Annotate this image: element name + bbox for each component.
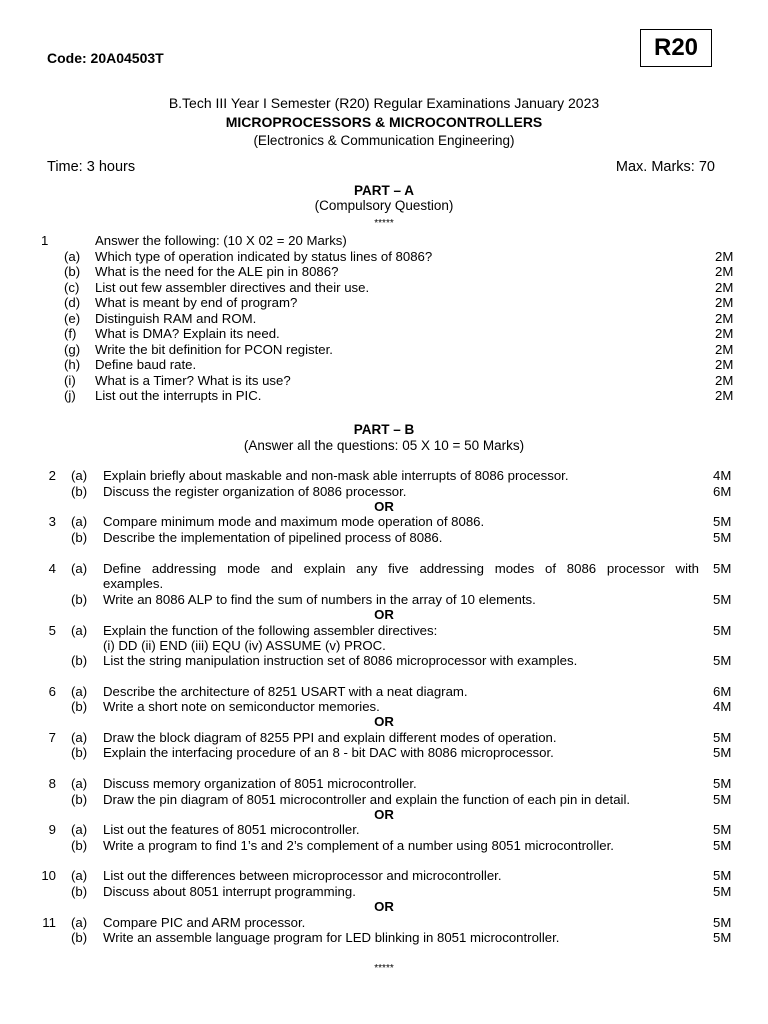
max-marks: Max. Marks: 70: [615, 159, 715, 175]
part-a-stars: *****: [374, 218, 394, 229]
part-text: Draw the block diagram of 8255 PPI and explain different modes of operation.: [103, 730, 557, 745]
question-5b: [0, 653, 768, 669]
part-label: (a): [71, 915, 88, 930]
end-stars: *****: [374, 963, 394, 974]
part-text: Compare PIC and ARM processor.: [103, 915, 306, 930]
question-3b: [0, 530, 768, 546]
question-4a-cont: [0, 576, 768, 592]
question-number: 8: [48, 776, 56, 791]
part-text-continued: examples.: [103, 576, 164, 591]
item-marks: 2M: [715, 295, 734, 310]
part-marks: 5M: [713, 530, 732, 545]
question-11a: [0, 915, 768, 931]
question-8b: [0, 792, 768, 808]
part-marks: 5M: [713, 653, 732, 668]
part-label: (b): [71, 653, 88, 668]
question-2a: [0, 468, 768, 484]
part-text: List out the features of 8051 microcontroller.: [103, 822, 360, 837]
question-2b: [0, 484, 768, 500]
part-marks: 5M: [713, 730, 732, 745]
question-10b: [0, 884, 768, 900]
part-label: (a): [71, 514, 88, 529]
part-marks: 5M: [713, 930, 732, 945]
question-4b: [0, 592, 768, 608]
part-a-item: [0, 342, 768, 358]
question-number: 1: [41, 233, 49, 248]
or-label: OR: [374, 714, 394, 729]
department: (Electronics & Communication Engineering): [253, 133, 515, 148]
item-marks: 2M: [715, 248, 734, 264]
question-6a: [0, 684, 768, 700]
part-b-title: PART – B: [353, 422, 415, 437]
part-text: List out the differences between microprocessor and microcontroller.: [103, 868, 502, 883]
item-text: Write the bit definition for PCON register.: [95, 341, 333, 357]
part-marks: 6M: [713, 484, 732, 499]
item-text: What is a Timer? What is its use?: [95, 372, 291, 388]
item-label: (g): [64, 341, 81, 357]
question-4a: [0, 561, 768, 577]
subject-title: MICROPROCESSORS & MICROCONTROLLERS: [225, 114, 543, 130]
part-a-item: [0, 264, 768, 280]
question-number: 7: [48, 730, 56, 745]
part-label: (b): [71, 592, 88, 607]
item-marks: 2M: [715, 388, 734, 403]
or-label: OR: [374, 899, 394, 914]
part-text: Discuss the register organization of 8086 processor.: [103, 484, 407, 499]
part-label: (b): [71, 530, 88, 545]
part-text-continued: (i) DD (ii) END (iii) EQU (iv) ASSUME (v) PROC.: [103, 638, 386, 653]
part-label: (a): [71, 684, 88, 699]
part-text: Describe the implementation of pipelined process of 8086.: [103, 530, 443, 545]
part-b-subtitle: (Answer all the questions: 05 X 10 = 50 Marks): [243, 438, 525, 453]
part-text: Write a program to find 1’s and 2’s complement of a number using 8051 microcontroller.: [103, 838, 614, 853]
question-number: 3: [48, 514, 56, 529]
part-a-item: [0, 326, 768, 342]
part-a-item: [0, 357, 768, 373]
part-marks: 5M: [713, 592, 732, 607]
item-label: (a): [64, 248, 81, 264]
item-text: Distinguish RAM and ROM.: [95, 310, 257, 326]
part-text: Write a short note on semiconductor memories.: [103, 699, 380, 714]
item-marks: 2M: [715, 372, 734, 388]
item-text: What is the need for the ALE pin in 8086?: [95, 264, 339, 279]
part-a-question: [0, 233, 768, 249]
part-text: Draw the pin diagram of 8051 microcontroller and explain the function of each pin in detail.: [103, 792, 631, 807]
or-label: OR: [374, 499, 394, 514]
item-text: What is meant by end of program?: [95, 295, 298, 310]
part-label: (b): [71, 884, 88, 899]
item-label: (i): [64, 372, 76, 388]
or-divider: [0, 499, 768, 515]
question-number: 4: [48, 561, 56, 576]
part-a-item: [0, 295, 768, 311]
part-label: (a): [71, 561, 88, 576]
part-marks: 5M: [713, 915, 732, 930]
part-label: (a): [71, 730, 88, 745]
or-divider: [0, 807, 768, 823]
question-8a: [0, 776, 768, 792]
question-3a: [0, 514, 768, 530]
item-marks: 2M: [715, 357, 734, 372]
item-text: What is DMA? Explain its need.: [95, 326, 280, 341]
part-marks: 5M: [713, 776, 732, 791]
part-text: Write an 8086 ALP to find the sum of numbers in the array of 10 elements.: [103, 592, 536, 607]
regulation-box: R20: [640, 29, 712, 67]
question-number: 10: [41, 868, 56, 883]
question-number: 5: [48, 623, 56, 638]
exam-duration: Time: 3 hours: [47, 159, 136, 175]
item-text: List out few assembler directives and their use.: [95, 279, 370, 295]
item-label: (b): [64, 264, 81, 279]
item-text: List out the interrupts in PIC.: [95, 388, 262, 403]
or-label: OR: [374, 807, 394, 822]
part-a-item: [0, 373, 768, 389]
part-marks: 4M: [713, 468, 732, 483]
part-text: Discuss about 8051 interrupt programming.: [103, 884, 356, 899]
item-marks: 2M: [715, 310, 734, 326]
or-divider: [0, 899, 768, 915]
item-label: (f): [64, 326, 77, 341]
part-label: (a): [71, 776, 88, 791]
part-label: (b): [71, 930, 88, 945]
part-text: Explain the interfacing procedure of an 8 - bit DAC with 8086 microprocessor.: [103, 745, 554, 760]
question-5a: [0, 623, 768, 639]
question-number: 11: [42, 915, 56, 930]
part-text: List the string manipulation instruction set of 8086 microprocessor with examples.: [103, 653, 578, 668]
question-6b: [0, 699, 768, 715]
question-7a: [0, 730, 768, 746]
or-label: OR: [374, 607, 394, 622]
item-text: Which type of operation indicated by status lines of 8086?: [95, 248, 433, 264]
part-marks: 5M: [713, 822, 732, 837]
part-label: (b): [71, 838, 88, 853]
part-a-subtitle: (Compulsory Question): [314, 198, 454, 213]
or-divider: [0, 607, 768, 623]
item-label: (h): [64, 357, 81, 372]
part-a-item: [0, 249, 768, 265]
question-number: 6: [48, 684, 56, 699]
part-marks: 5M: [713, 561, 732, 576]
question-10a: [0, 868, 768, 884]
part-text: Write an assemble language program for LED blinking in 8051 microcontroller.: [103, 930, 560, 945]
question-number: 2: [48, 468, 56, 483]
part-label: (b): [71, 699, 88, 714]
question-9b: [0, 838, 768, 854]
part-a-item: [0, 280, 768, 296]
item-label: (e): [64, 310, 81, 326]
part-a-title: PART – A: [353, 183, 414, 198]
part-label: (a): [71, 868, 88, 883]
part-text: Discuss memory organization of 8051 microcontroller.: [103, 776, 417, 791]
part-marks: 5M: [713, 623, 732, 638]
part-marks: 5M: [713, 884, 732, 899]
part-label: (b): [71, 484, 88, 499]
question-5a-cont: [0, 638, 768, 654]
exam-title: B.Tech III Year I Semester (R20) Regular Examinations January 2023: [168, 95, 600, 111]
part-text: Define addressing mode and explain any five addressing modes of 8086 processor with: [103, 561, 699, 576]
question-9a: [0, 822, 768, 838]
part-text: Explain the function of the following assembler directives:: [103, 623, 438, 638]
part-label: (a): [71, 623, 88, 638]
part-label: (a): [71, 822, 88, 837]
part-label: (b): [71, 792, 88, 807]
part-marks: 6M: [713, 684, 732, 699]
question-instruction: Answer the following: (10 X 02 = 20 Marks): [95, 233, 347, 248]
question-11b: [0, 930, 768, 946]
part-text: Describe the architecture of 8251 USART with a neat diagram.: [103, 684, 468, 699]
part-text: Explain briefly about maskable and non-mask able interrupts of 8086 processor.: [103, 468, 569, 483]
or-divider: [0, 714, 768, 730]
part-a-item: [0, 311, 768, 327]
subject-code: Code: 20A04503T: [47, 50, 164, 66]
question-7b: [0, 745, 768, 761]
part-marks: 5M: [713, 868, 732, 883]
item-label: (d): [64, 295, 81, 310]
part-marks: 5M: [713, 838, 732, 853]
item-marks: 2M: [715, 326, 734, 341]
item-marks: 2M: [715, 279, 734, 295]
item-marks: 2M: [715, 341, 734, 357]
question-number: 9: [48, 822, 56, 837]
item-label: (c): [64, 279, 80, 295]
item-text: Define baud rate.: [95, 357, 197, 372]
part-marks: 4M: [713, 699, 732, 714]
part-label: (b): [71, 745, 88, 760]
part-marks: 5M: [713, 792, 732, 807]
part-text: Compare minimum mode and maximum mode operation of 8086.: [103, 514, 485, 529]
item-label: (j): [64, 388, 76, 403]
part-label: (a): [71, 468, 88, 483]
item-marks: 2M: [715, 264, 734, 279]
part-marks: 5M: [713, 745, 732, 760]
part-a-item: [0, 388, 768, 404]
part-marks: 5M: [713, 514, 732, 529]
